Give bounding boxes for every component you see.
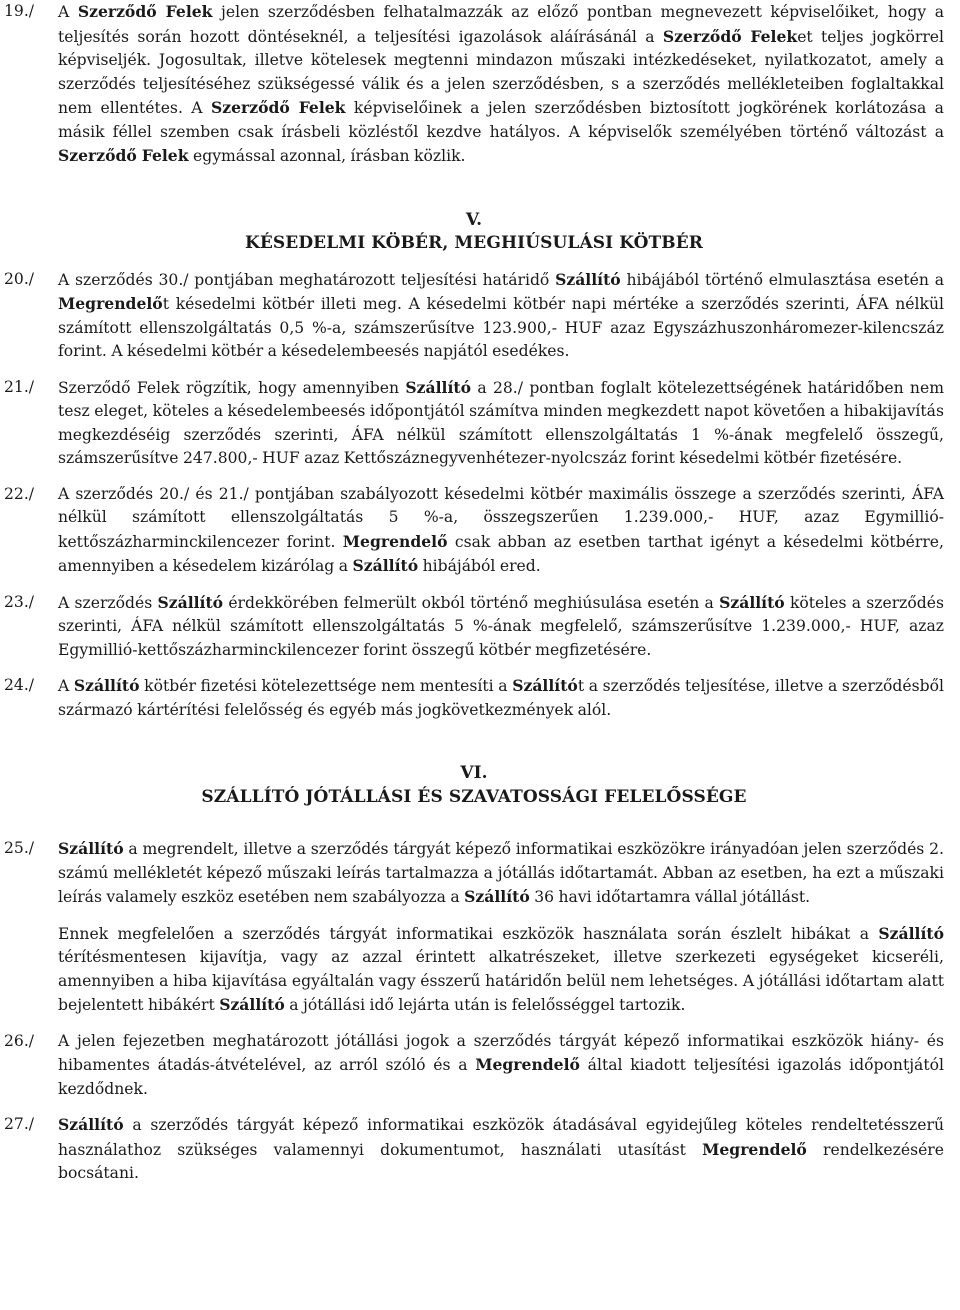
paragraph-number: 27./ xyxy=(4,1115,35,1133)
text-run: hibájából történő elmulasztása esetén a xyxy=(620,270,945,289)
paragraph-number: 26./ xyxy=(4,1031,35,1050)
text-run: egymással azonnal, írásban közlik. xyxy=(188,147,466,165)
text-run: a megrendelt, illetve a szerződés tárgyát képező informatikai eszközökre irányadóan jelen szerződés 2. számú mellékletét képező műszaki leírás tartalmazza a jótállás időtartamát. Abban az esetben, ha ezt a műszaki leírás valamely eszköz esetében nem szabályozza a xyxy=(58,840,944,906)
text-run: A szerződés xyxy=(58,593,158,612)
section-number: VI. xyxy=(460,763,488,783)
text-run: A szerződés 20./ és 21./ pontjában szabályozott késedelmi kötbér maximális összege a szerződés szerinti, ÁFA nélkül számított ellenszolgáltatás 5 %-a, összegszerűen 1.239.000,- HUF, azaz Egymillió-kettőszázharminckilencezer forint. xyxy=(58,484,944,551)
text-run: t késedelmi kötbér illeti meg. A késedelmi kötbér napi mértéke a szerződés szerinti, ÁFA nélkül számított ellenszolgáltatás 0,5 %-a, számszerűsítve 123.900,- HUF azaz Egyszázhuszonháromezer-kilencszáz forint. A késedelmi kötbér a késedelembeesés napjától esedékes. xyxy=(58,295,944,360)
paragraph-text xyxy=(58,0,944,169)
text-run: A jelen fejezetben meghatározott jótállási jogok a szerződés tárgyát képező informatikai eszközök hiány- és hibamentes átadás-átvételével, az arról szóló és a xyxy=(58,1031,944,1074)
bold-term: Szállító xyxy=(73,676,140,695)
section-title: SZÁLLÍTÓ JÓTÁLLÁSI ÉS SZAVATOSSÁGI FELELŐSSÉGE xyxy=(201,786,747,807)
paragraph-number: 21./ xyxy=(4,377,35,396)
text-run: jelen szerződésben felhatalmazzák az előző pontban megnevezett képviselőiket, hogy a teljesítés során hozott döntéseknél, a teljesítési igazolások aláírásánál a xyxy=(58,3,944,46)
bold-term: Megrendelő xyxy=(342,531,448,551)
bold-term: Szerződő Felek xyxy=(211,98,346,117)
bold-term: Szállító xyxy=(352,556,419,575)
paragraph-19 xyxy=(4,0,944,169)
text-run: csak abban az esetben tarthat igényt a késedelmi kötbérre, amennyiben a késedelem kizárólag a xyxy=(58,532,944,575)
text-run: által kiadott teljesítési igazolás időpontjától kezdődnek. xyxy=(58,1056,944,1098)
paragraph-text xyxy=(58,922,944,1018)
bold-term: Megrendelő xyxy=(702,1139,807,1159)
bold-term: Szállító xyxy=(719,592,785,612)
bold-term: Szállító xyxy=(405,377,471,397)
paragraph-20 xyxy=(4,268,944,364)
bold-term: Szállító xyxy=(512,676,578,695)
paragraph-text xyxy=(58,1030,944,1102)
paragraph-25 xyxy=(4,837,944,910)
paragraph-number: 22./ xyxy=(4,484,35,503)
text-run: et teljes jogkörrel képviseljék. Jogosultak, illetve kötelesek megtenni mindazon műszaki intézkedéseket, nyilatkozatot, amely a szerződés teljesítéséhez szükségessé válik és a jelen szerződésben, s a szerződés mellékleteiben foglaltakkal nem ellentétes. A xyxy=(58,27,944,117)
paragraph-number: 19./ xyxy=(4,2,35,20)
text-run: köteles a szerződés szerinti, ÁFA nélkül számított ellenszolgáltatás 5 %-ának megfelelő, számszerűsítve 1.239.000,- HUF, azaz Egymillió-kettőszázharminckilencezer forint összegű kötbér megfizetésére. xyxy=(58,593,944,659)
paragraph-number: 25./ xyxy=(4,839,35,857)
paragraph-text xyxy=(58,591,944,663)
text-run: a 28./ pontban foglalt kötelezettségének határidőben nem tesz eleget, köteles a késedelembeesés időpontjától számítva minden megkezdett napot követően a hibakijavítás megkezdéséig szerződés szerinti, ÁFA nélkül számított ellenszolgáltatás 1 %-ának megfelelő összegű, számszerűsítve 247.800,- HUF azaz Kettőszáznegyvenhétezer-nyolcszáz forint késedelmi kötbér fizetésére. xyxy=(58,378,944,467)
text-run: Szerződő Felek rögzítik, hogy amennyiben xyxy=(58,378,406,397)
text-run: 36 havi időtartamra vállal jótállást. xyxy=(529,888,811,906)
text-run: érdekkörében felmerült okból történő meghiúsulása esetén a xyxy=(223,593,720,612)
text-run: térítésmentesen kijavítja, vagy az azzal érintett alkatrészeket, illetve szerkezeti egységeket kicseréli, amennyiben a hiba kijavítása egyáltalán vagy ésszerű határidőn belül nem lehetséges. A jótállási időtartam alatt bejelentett hibákért xyxy=(58,948,944,1014)
paragraph-25-continuation xyxy=(4,922,944,1018)
paragraph-text xyxy=(58,674,944,722)
paragraph-26 xyxy=(4,1030,944,1102)
bold-term: Szállító xyxy=(58,839,124,858)
bold-term: Szerződő Felek xyxy=(662,26,798,46)
paragraph-text xyxy=(58,1113,944,1186)
text-run: képviselőinek a jelen szerződésben biztosított jogkörének korlátozása a másik féllel szemben csak írásbeli közléstől kezdve hatályos. A képviselők személyében történő változást a xyxy=(58,99,944,141)
bold-term: Szállító xyxy=(58,1115,124,1134)
bold-term: Szállító xyxy=(219,995,285,1014)
bold-term: Szállító xyxy=(878,923,944,943)
bold-term: Szerződő Felek xyxy=(58,146,189,165)
paragraph-23 xyxy=(4,591,944,663)
section-number: V. xyxy=(465,209,483,230)
bold-term: Szállító xyxy=(464,887,530,906)
text-run: a szerződés tárgyát képező informatikai eszközök átadásával egyidejűleg köteles rendeltetésszerű használathoz szükséges valamennyi dokumentumot, használati utasítást xyxy=(58,1116,944,1159)
text-run: kötbér fizetési kötelezettsége nem mentesíti a xyxy=(139,677,513,695)
paragraph-number: 24./ xyxy=(4,676,35,694)
paragraph-number: 23./ xyxy=(4,592,35,611)
paragraph-number: 20./ xyxy=(4,269,35,288)
bold-term: Megrendelő xyxy=(475,1055,580,1074)
paragraph-text xyxy=(58,376,944,471)
paragraph-text xyxy=(58,483,944,579)
text-run: a jótállási idő lejárta után is felelősséggel tartozik. xyxy=(284,996,686,1014)
text-run: A szerződés 30./ pontjában meghatározott teljesítési határidő xyxy=(58,270,556,289)
bold-term: Szállító xyxy=(157,592,224,612)
paragraph-21 xyxy=(4,376,944,471)
paragraph-27 xyxy=(4,1113,944,1186)
text-run: rendelkezésére bocsátani. xyxy=(58,1140,944,1182)
paragraph-text xyxy=(58,837,944,910)
paragraph-24 xyxy=(4,674,944,722)
text-run: hibájából ered. xyxy=(418,557,541,575)
paragraph-text xyxy=(58,268,944,364)
bold-term: Szállító xyxy=(555,269,621,289)
bold-term: Szerződő Felek xyxy=(77,2,213,21)
bold-term: Megrendelő xyxy=(58,294,163,313)
paragraph-22 xyxy=(4,483,944,579)
text-run: t a szerződés teljesítése, illetve a szerződésből származó kártérítési felelősség és egyéb más jogkövetkezmények alól. xyxy=(58,677,945,719)
text-run: A xyxy=(58,677,74,695)
text-run: Ennek megfelelően a szerződés tárgyát informatikai eszközök használata során észlelt hibákat a xyxy=(58,924,879,943)
section-title: KÉSEDELMI KÖBÉR, MEGHIÚSULÁSI KÖTBÉR xyxy=(244,233,704,253)
text-run: A xyxy=(58,3,78,21)
